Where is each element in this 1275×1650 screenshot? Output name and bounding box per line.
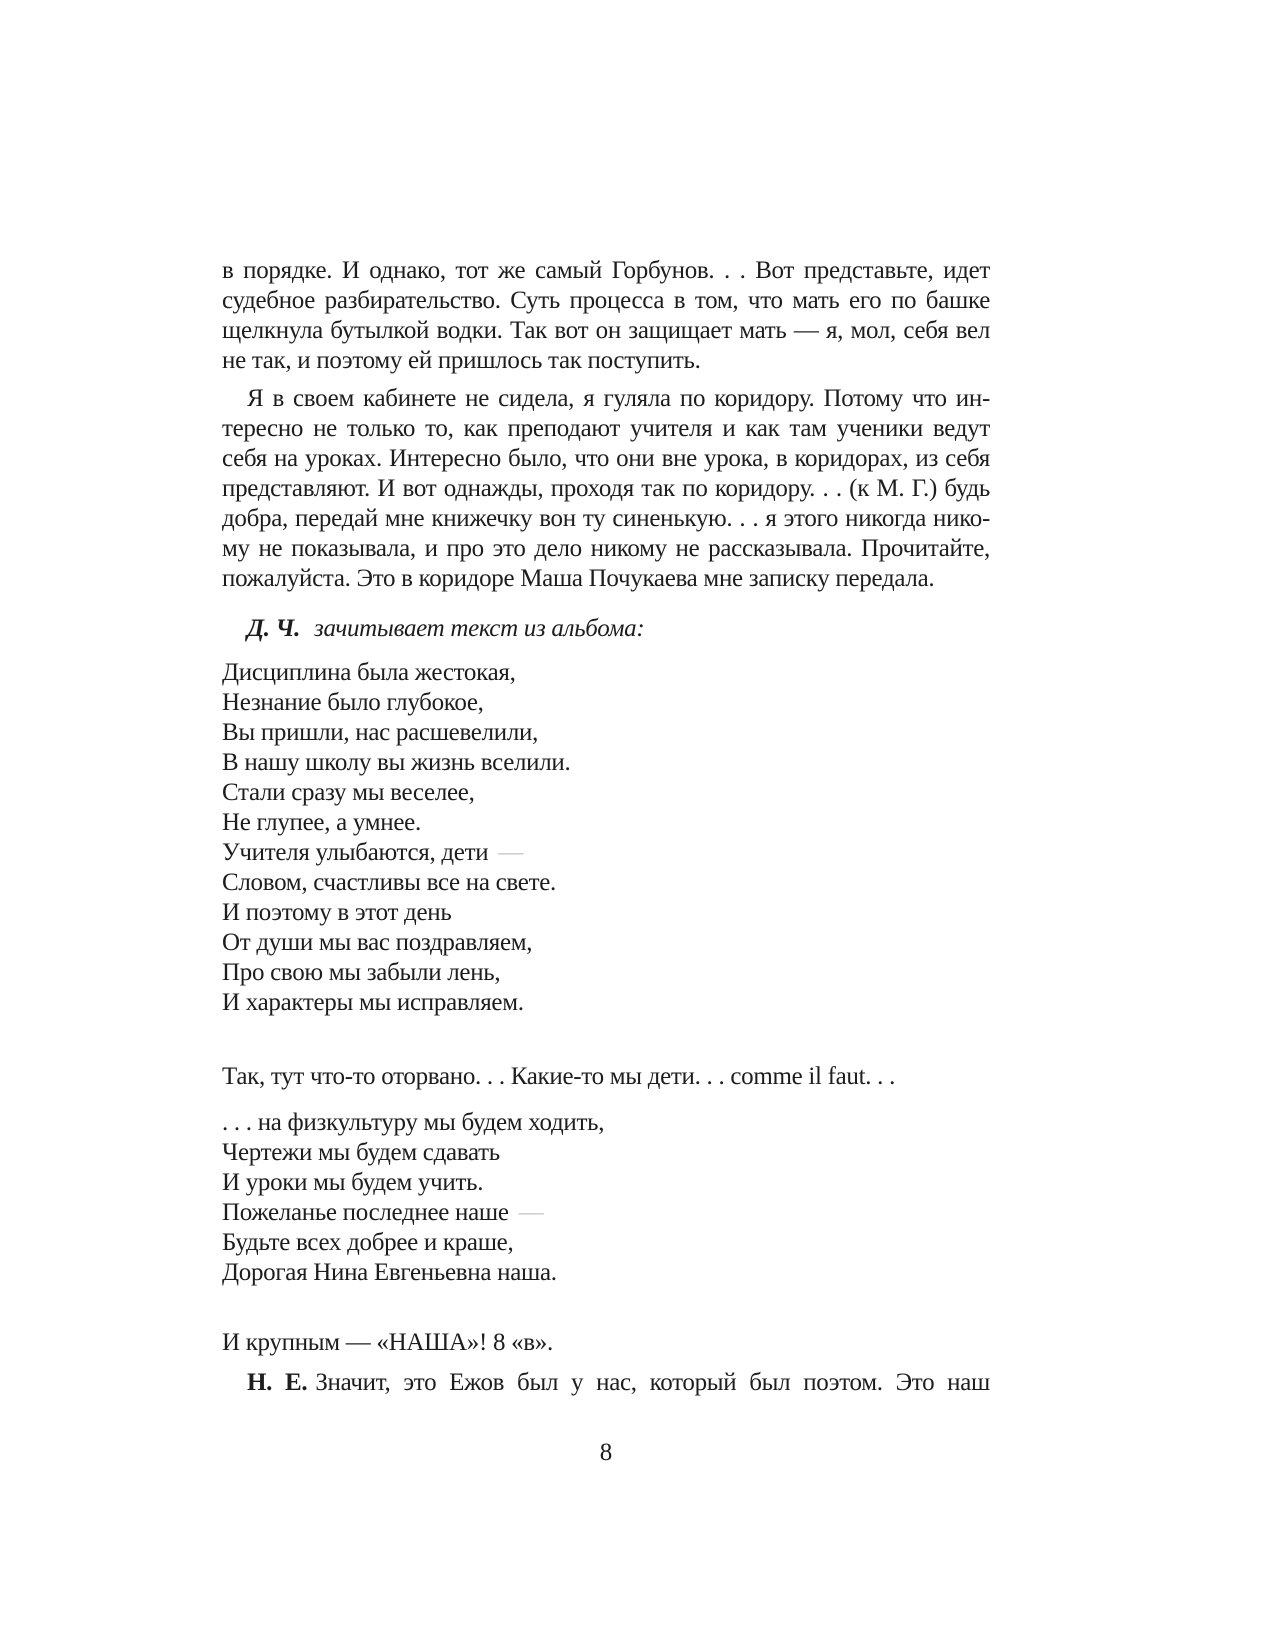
stage-direction-text: зачитывает текст из альбома: — [314, 615, 645, 642]
text-line: тересно не только то, как преподают учителя и как там ученики ведут — [222, 415, 990, 442]
speaker-label: Н. Е. — [247, 1369, 308, 1396]
text-line: себя на уроках. Интересно было, что они вне урока, в коридорах, из себя — [222, 445, 990, 472]
poem-line-text: Учителя улыбаются, дети — [222, 839, 489, 866]
text-line: щелкнула бутылкой водки. Так вот он защищает мать — я, мол, себя вел — [222, 317, 990, 344]
poem-line: Вы пришли, нас расшевелили, — [222, 719, 539, 746]
poem-line: Чертежи мы будем сдавать — [222, 1139, 500, 1166]
poem-line: Про свою мы забыли лень, — [222, 959, 501, 986]
poem-line — [222, 1198, 990, 1228]
poem-line: Стали сразу мы веселее, — [222, 779, 475, 806]
poem-line: Дисциплина была жестокая, — [222, 659, 516, 686]
speech-text: Значит, это Ежов был у нас, который был поэтом. Это наш — [315, 1369, 990, 1396]
page-number: 8 — [599, 1439, 613, 1466]
text-line: судебное разбирательство. Суть процесса в том, что мать его по башке — [222, 287, 990, 314]
stage-direction — [222, 614, 990, 644]
poem-line: Незнание было глубокое, — [222, 689, 484, 716]
text-line: Я в своем кабинете не сидела, я гуляла по коридору. Потому что ин- — [247, 385, 990, 412]
text-line: представляют. И вот однажды, проходя так по коридору. . . (к М. Г.) будь — [222, 475, 990, 502]
poem-stanza-2 — [222, 1108, 990, 1288]
interlude-remark: Так, тут что-то оторвано. . . Какие-то мы дети. . . comme il faut. . . — [222, 1063, 896, 1090]
poem-line: Не глупее, а умнее. — [222, 809, 421, 836]
poem-line: Будьте всех добрее и краше, — [222, 1229, 514, 1256]
speaker-label: Д. Ч. — [247, 615, 301, 642]
poem-line: Словом, счастливы все на свете. — [222, 869, 556, 896]
poem-line — [222, 838, 990, 868]
text-line: му не показывала, и про это дело никому не рассказывала. Прочитайте, — [222, 535, 990, 562]
poem-line: В нашу школу вы жизнь вселили. — [222, 749, 571, 776]
poem-line: И характеры мы исправляем. — [222, 989, 524, 1016]
poem-line: Дорогая Нина Евгеньевна наша. — [222, 1259, 557, 1286]
text-line — [222, 1368, 990, 1398]
paragraph-corridor — [222, 384, 990, 594]
poem-line-text: Пожеланье последнее наше — [222, 1199, 509, 1226]
text-line: добра, передай мне книжечку вон ту синенькую. . . я этого никогда нико- — [222, 505, 990, 532]
caption-line: И крупным — «НАША»! 8 «в». — [222, 1329, 553, 1356]
poem-line: И уроки мы будем учить. — [222, 1169, 484, 1196]
poem-line: От души мы вас поздравляем, — [222, 929, 533, 956]
poem-stanza-1 — [222, 658, 990, 1018]
poem-line: . . . на физкультуру мы будем ходить, — [222, 1109, 605, 1136]
text-line: в порядке. И однако, тот же самый Горбунов. . . Вот представьте, идет — [222, 257, 990, 284]
paragraph-ne — [222, 1368, 990, 1398]
text-line: не так, и поэтому ей пришлось так поступить. — [222, 347, 701, 374]
poem-line: И поэтому в этот день — [222, 899, 452, 926]
text-line: пожалуйста. Это в коридоре Маша Почукаева мне записку передала. — [222, 565, 935, 592]
text-block — [222, 256, 990, 1468]
faded-dash: — — [518, 1199, 544, 1226]
paragraph-continuation — [222, 256, 990, 376]
faded-dash: — — [498, 839, 523, 866]
